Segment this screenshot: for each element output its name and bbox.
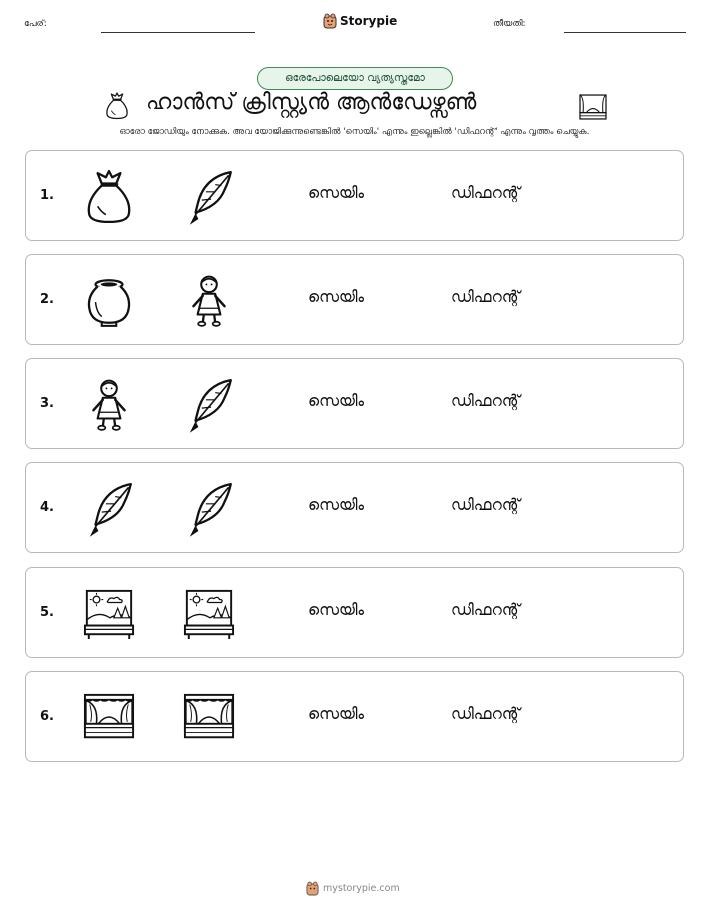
row-number: 1. xyxy=(40,188,54,203)
row-number: 3. xyxy=(40,396,54,411)
doll-icon xyxy=(83,377,135,433)
same-option[interactable]: സെയിം xyxy=(308,601,365,619)
row-number: 2. xyxy=(40,292,54,307)
same-option[interactable]: സെയിം xyxy=(308,496,365,514)
different-option[interactable]: ഡിഫറന്റ് xyxy=(451,705,520,723)
brand-logo xyxy=(323,13,397,29)
instructions: ഓരോ ജോഡിയും നോക്കുക. അവ യോജിക്കുന്നുണ്ടെങ്കിൽ 'സെയിം' എന്നും ഇല്ലെങ്കിൽ 'ഡിഫറന്റ്' എന്നും വൃത്തം ചെയ്യുക. xyxy=(119,127,590,137)
same-option[interactable]: സെയിം xyxy=(308,184,365,202)
pair-row-3 xyxy=(25,358,684,449)
theater-stage-icon xyxy=(83,690,135,746)
clay-pot-icon xyxy=(83,273,135,329)
same-option[interactable]: സെയിം xyxy=(308,705,365,723)
brand-name: Storypie xyxy=(340,14,398,28)
feather-quill-icon xyxy=(183,481,235,537)
pair-row-1 xyxy=(25,150,684,241)
page-title: ഹാൻസ് ക്രിസ്റ്റ്യൻ ആൻഡേഴ്സൺ xyxy=(146,90,477,115)
different-option[interactable]: ഡിഫറന്റ് xyxy=(451,288,520,306)
doll-icon xyxy=(183,273,235,329)
different-option[interactable]: ഡിഫറന്റ് xyxy=(451,184,520,202)
name-label: പേര്: xyxy=(24,19,47,29)
same-option[interactable]: സെയിം xyxy=(308,288,365,306)
category-pill: ഒരേപോലെയോ വ്യത്യസ്തമോ xyxy=(257,67,453,90)
row-number: 5. xyxy=(40,605,54,620)
row-number: 4. xyxy=(40,500,54,515)
storypie-mascot-icon xyxy=(323,13,337,29)
date-field-line[interactable] xyxy=(564,32,686,33)
pair-row-2 xyxy=(25,254,684,345)
window-stage-icon xyxy=(578,94,608,120)
pair-row-6 xyxy=(25,671,684,762)
row-number: 6. xyxy=(40,709,54,724)
theater-stage-icon xyxy=(183,690,235,746)
window-landscape-icon xyxy=(83,586,135,642)
feather-quill-icon xyxy=(83,481,135,537)
different-option[interactable]: ഡിഫറന്റ് xyxy=(451,601,520,619)
different-option[interactable]: ഡിഫറന്റ് xyxy=(451,496,520,514)
date-label: തീയതി: xyxy=(493,19,526,29)
footer xyxy=(306,881,400,896)
feather-quill-icon xyxy=(183,169,235,225)
pair-row-5 xyxy=(25,567,684,658)
footer-website[interactable]: mystorypie.com xyxy=(323,883,400,894)
feather-quill-icon xyxy=(183,377,235,433)
storypie-mascot-icon xyxy=(306,881,319,896)
sack-icon xyxy=(83,169,135,225)
sack-icon xyxy=(104,92,130,120)
same-option[interactable]: സെയിം xyxy=(308,392,365,410)
name-field-line[interactable] xyxy=(101,32,255,33)
different-option[interactable]: ഡിഫറന്റ് xyxy=(451,392,520,410)
pair-row-4 xyxy=(25,462,684,553)
window-landscape-icon xyxy=(183,586,235,642)
